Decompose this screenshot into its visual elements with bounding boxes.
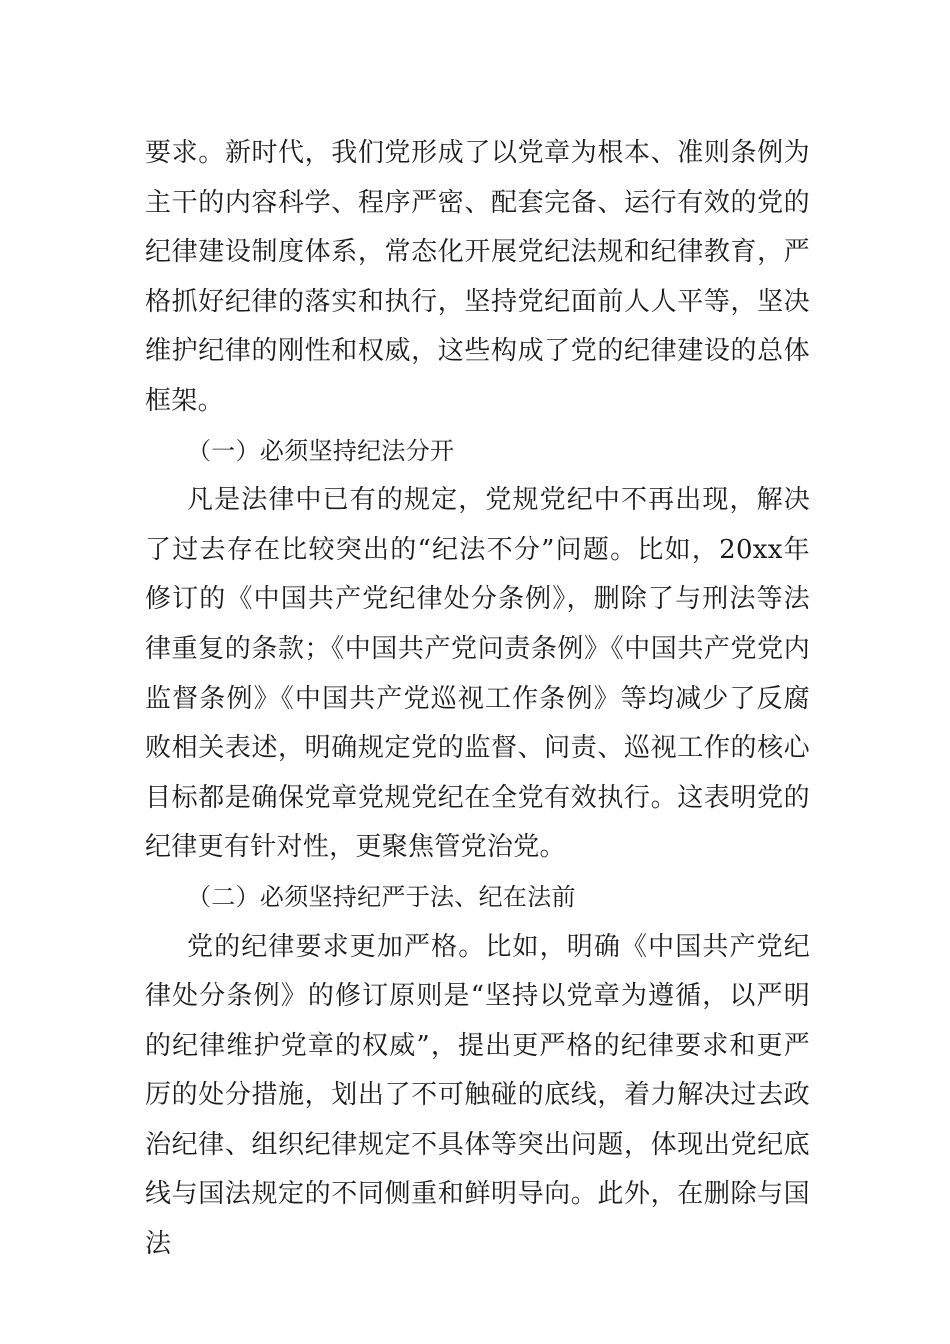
body-paragraph: 凡是法律中已有的规定，党规党纪中不再出现，解决了过去存在比较突出的“纪法不分”问题。比如，20xx年修订的《中国共产党纪律处分条例》，删除了与刑法等法律重复的条款；《中国共产党问责条例》《中国共产党党内监督条例》《中国共产党巡视工作条例》等均减少了反腐败相关表述，明确规定党的监督、问责、巡视工作的核心目标都是确保党章党规党纪在全党有效执行。这表明党的纪律更有针对性，更聚焦管党治党。: [145, 485, 810, 863]
section-heading-1: （一）必须坚持纪法分开: [187, 436, 455, 465]
body-paragraph: 要求。新时代，我们党形成了以党章为根本、准则条例为主干的内容科学、程序严密、配套完备、运行有效的党的纪律建设制度体系，常态化开展党纪法规和纪律教育，严格抓好纪律的落实和执行，坚持党纪面前人人平等，坚决维护纪律的刚性和权威，这些构成了党的纪律建设的总体框架。: [145, 138, 810, 416]
section-heading-2: （二）必须坚持纪严于法、纪在法前: [187, 882, 576, 911]
body-paragraph: 党的纪律要求更加严格。比如，明确《中国共产党纪律处分条例》的修订原则是“坚持以党章为遵循，以严明的纪律维护党章的权威”，提出更严格的纪律要求和更严厉的处分措施，划出了不可触碰的底线，着力解决过去政治纪律、组织纪律规定不具体等突出问题，体现出党纪底线与国法规定的不同侧重和鲜明导向。此外，在删除与国法: [145, 931, 810, 1260]
document-body: [145, 129, 810, 1270]
